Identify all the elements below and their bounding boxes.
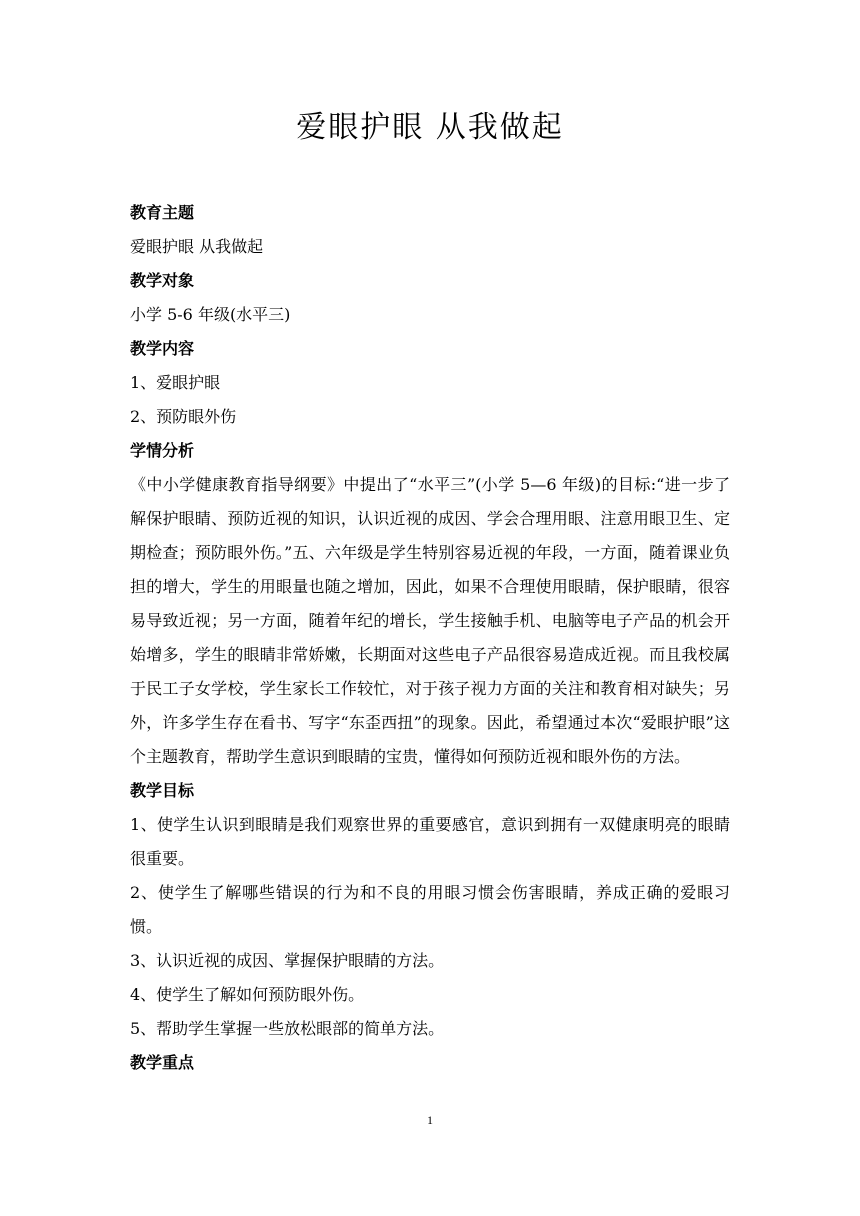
list-item: 1、爱眼护眼 <box>130 373 221 392</box>
document-body <box>130 196 730 1080</box>
section-heading: 教育主题 <box>130 203 195 222</box>
document-title: 爱眼护眼 从我做起 <box>296 110 564 145</box>
page-number: 1 <box>427 1113 433 1127</box>
section-paragraph: 《中小学健康教育指导纲要》中提出了“水平三”(小学 5—6 年级)的目标:“进一步了解保护眼睛、预防近视的知识，认识近视的成因、学会合理用眼、注意用眼卫生、定期检查；预防眼外伤。”五、六年级是学生特别容易近视的年段，一方面，随着课业负担的增大，学生的用眼量也随之增加，因此，如果不合理使用眼睛，保护眼睛，很容易导致近视；另一方面，随着年纪的增长，学生接触手机、电脑等电子产品的机会开始增多，学生的眼睛非常娇嫩，长期面对这些电子产品很容易造成近视。而且我校属于民工子女学校，学生家长工作较忙，对于孩子视力方面的关注和教育相对缺失；另外，许多学生存在看书、写字“东歪西扭”的现象。因此，希望通过本次“爱眼护眼”这个主题教育，帮助学生意识到眼睛的宝贵，懂得如何预防近视和眼外伤的方法。 <box>130 475 730 766</box>
list-item: 1、使学生认识到眼睛是我们观察世界的重要感官，意识到拥有一双健康明亮的眼睛很重要。 <box>130 815 730 868</box>
section-heading: 教学目标 <box>130 781 195 800</box>
list-item: 2、预防眼外伤 <box>130 407 237 426</box>
section-heading: 教学内容 <box>130 339 195 358</box>
list-item: 4、使学生了解如何预防眼外伤。 <box>130 985 365 1004</box>
list-item: 2、使学生了解哪些错误的行为和不良的用眼习惯会伤害眼睛，养成正确的爱眼习惯。 <box>130 883 730 936</box>
section-heading: 教学对象 <box>130 271 195 290</box>
section-heading: 学情分析 <box>130 441 195 460</box>
section-paragraph: 小学 5-6 年级(水平三) <box>130 305 291 324</box>
list-item: 5、帮助学生掌握一些放松眼部的简单方法。 <box>130 1019 445 1038</box>
section-heading: 教学重点 <box>130 1053 195 1072</box>
list-item: 3、认识近视的成因、掌握保护眼睛的方法。 <box>130 951 445 970</box>
section-paragraph: 爱眼护眼 从我做起 <box>130 237 264 256</box>
